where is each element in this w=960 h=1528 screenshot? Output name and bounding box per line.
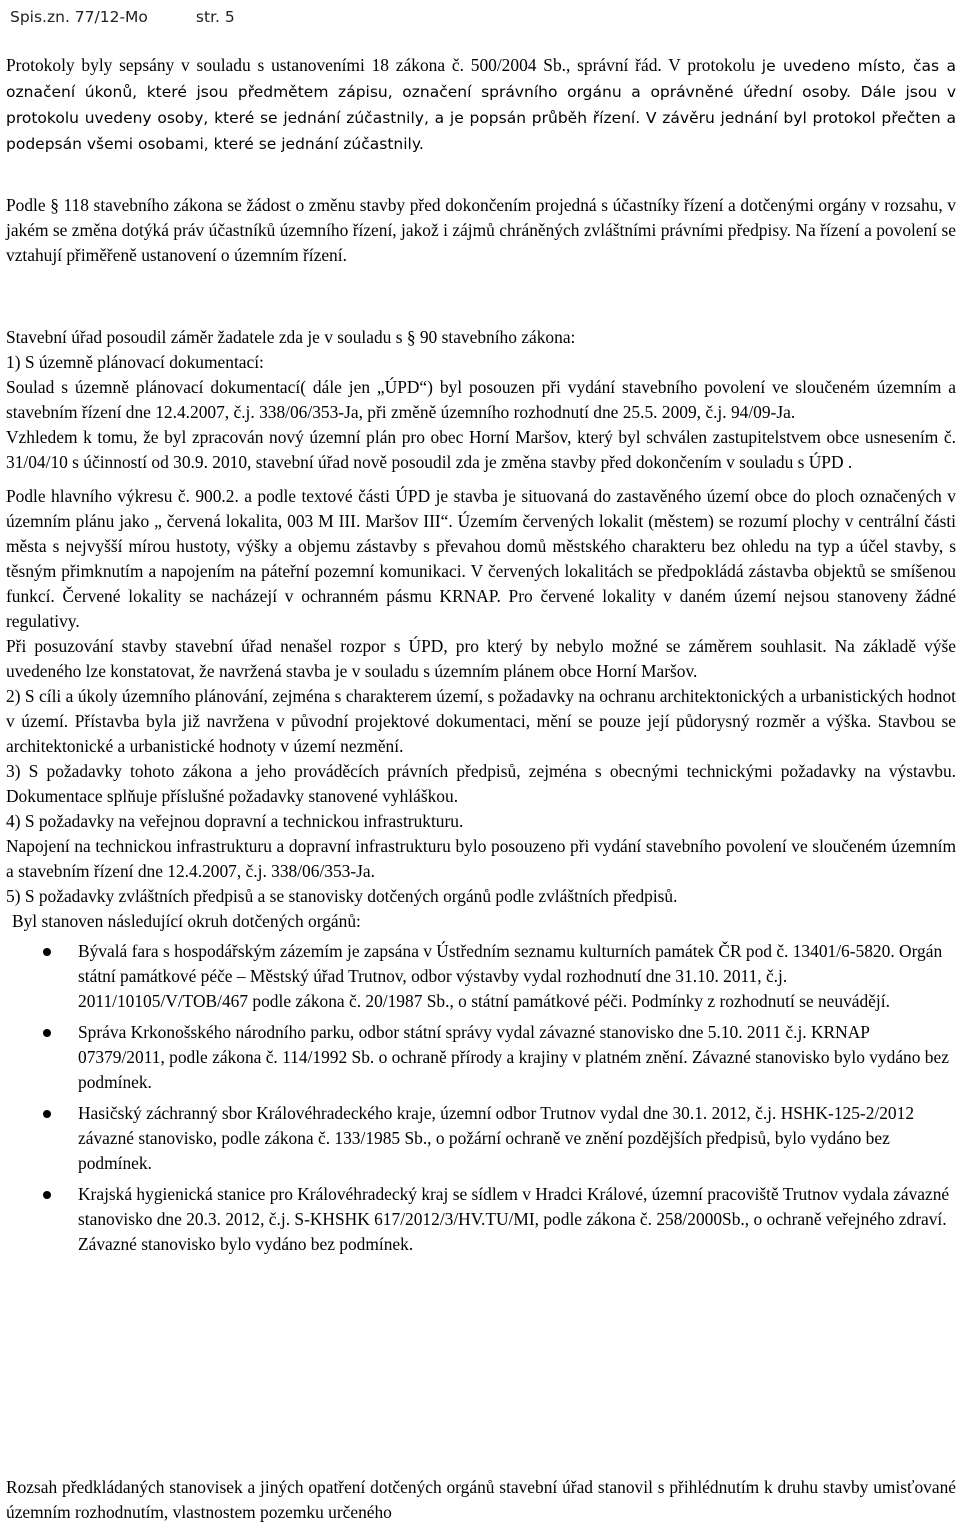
paragraph-protocols-serif: Protokoly byly sepsány v souladu s ustanoveními 18 zákona č. 500/2004 Sb., správní řád. V protokolu — [6, 55, 755, 75]
file-reference: Spis.zn. 77/12-Mo — [10, 8, 148, 26]
paragraph-scope — [6, 1475, 956, 1525]
paragraph-section-118 — [6, 193, 956, 268]
page-number: str. 5 — [195, 8, 235, 26]
list-item: Krajská hygienická stanice pro Královéhradecký kraj se sídlem v Hradci Králové, územní pracoviště Trutnov vydala závazné stanovisko dne 20.3. 2012, č.j. S-KHSHK 617/2012/3/HV.TU/MI, podle zákona č. 258/2000Sb., o ochraně veřejného zdraví. Závazné stanovisko bylo vydáno bez podmínek. — [78, 1182, 956, 1257]
list-item: Bývalá fara s hospodářským zázemím je zapsána v Ústředním seznamu kulturních památek ČR pod č. 13401/6-5820. Orgán státní památkové péče – Městský úřad Trutnov, odbor výstavby vydal rozhodnutí dne 31.10. 2011, č.j. 2011/10105/V/TOB/467 podle zákona č. 20/1987 Sb., o státní památkové péči. Podmínky z rozhodnutí se neuvádějí. — [78, 939, 956, 1014]
paragraph-section-118-text: Podle § 118 stavebního zákona se žádost o změnu stavby před dokončením projedná s účastníky řízení a dotčenými orgány v rozsahu, v jakém se změna dotýká práv účastníků územního řízení, jakož i zájmů chráněných zvláštními právními předpisy. Na řízení a povolení se vztahují přiměřeně ustanovení o územním řízení. — [6, 195, 956, 265]
authorities-intro: Byl stanoven následující okruh dotčených orgánů: — [12, 911, 361, 931]
list-item: Správa Krkonošského národního parku, odbor státní správy vydal závazné stanovisko dne 5.10. 2011 č.j. KRNAP 07379/2011, podle zákona č. 114/1992 Sb. o ochraně přírody a krajiny v platném znění. Závazné stanovisko bylo vydáno bez podmínek. — [78, 1020, 956, 1095]
point-1-heading: 1) S územně plánovací dokumentací: — [6, 352, 264, 372]
point-5-heading: 5) S požadavky zvláštních předpisů a se stanovisky dotčených orgánů podle zvláštních předpisů. — [6, 886, 678, 906]
authorities-list — [6, 939, 956, 1257]
assessment-intro: Stavební úřad posoudil záměr žadatele zda je v souladu s § 90 stavebního zákona: — [6, 327, 576, 347]
list-item: Hasičský záchranný sbor Královéhradeckého kraje, územní odbor Trutnov vydal dne 30.1. 2012, č.j. HSHK-125-2/2012 závazné stanovisko, podle zákona č. 133/1985 Sb., o požární ochraně ve znění pozdějších předpisů, bylo vydáno bez podmínek. — [78, 1101, 956, 1176]
paragraph-main-drawing: Podle hlavního výkresu č. 900.2. a podle textové části ÚPD je stavba je situovaná do zastavěného území obce do ploch označených v územním plánu jako „ červená lokalita, 003 M III. Maršov III“. Územím červených lokalit (městem) se rozumí plochy v centrální části města s nejvyšší mírou hustoty, výšky a objemu zástavby s převahou domů městského charakteru bez ohledu na typ a účel stavby, s těsným přimknutím a napojením na páteřní pozemní komunikaci. V červených lokalitách se předpokládá zástavba objektů se smíšenou funkcí. Červené lokality se nacházejí v ochranném pásmu KRNAP. Pro červené lokality v daném území nejsou stanoveny žádné regulativy. — [6, 486, 956, 631]
page-header — [10, 6, 235, 28]
paragraph-new-zoning-plan: Vzhledem k tomu, že byl zpracován nový územní plán pro obec Horní Maršov, který byl schválen zastupitelstvem obce usnesením č. 31/04/10 s účinností od 30.9. 2010, stavební úřad nově posoudil zda je změna stavby před dokončením v souladu s ÚPD . — [6, 427, 956, 472]
paragraph-protocols-sans: je uvedeno místo, čas a označení úkonů, které jsou předmětem zápisu, označení správního orgánu a oprávněné úřední osoby. Dále jsou v protokolu uvedeny osoby, které se jednání zúčastnily, a je popsán průběh řízení. V závěru jednání byl protokol přečten a podepsán všemi osobami, které se jednání zúčastnily. — [6, 57, 957, 153]
point-2-text: 2) S cíli a úkoly územního plánování, zejména s charakterem území, s požadavky na ochranu architektonických a urbanistických hodnot v území. Přístavba byla již navržena v původní projektové dokumentaci, mění se pouze její půdorysný rozměr a výška. Stavbou se architektonické a urbanistické hodnoty v území nezmění. — [6, 686, 956, 756]
point-4-heading: 4) S požadavky na veřejnou dopravní a technickou infrastrukturu. — [6, 811, 464, 831]
assessment-section — [6, 325, 956, 1263]
paragraph-upd-compliance: Soulad s územně plánovací dokumentací( dále jen „ÚPD“) byl posouzen při vydání stavebního povolení ve sloučeném územním a stavebním řízení dne 12.4.2007, č.j. 338/06/353-Ja, při změně územního rozhodnutí dne 25.5. 2009, č.j. 94/09-Ja. — [6, 377, 956, 422]
point-3-text: 3) S požadavky tohoto zákona a jeho prováděcích právních předpisů, zejména s obecnými technickými požadavky na výstavbu. Dokumentace splňuje příslušné požadavky stanovené vyhláškou. — [6, 761, 956, 806]
paragraph-protocols — [6, 53, 956, 157]
paragraph-scope-text: Rozsah předkládaných stanovisek a jiných opatření dotčených orgánů stavební úřad stanovil s přihlédnutím k druhu stavby umisťované územním rozhodnutím, vlastnostem pozemku určeného — [6, 1477, 956, 1522]
paragraph-infrastructure: Napojení na technickou infrastrukturu a dopravní infrastrukturu bylo posouzeno při vydání stavebního povolení ve sloučeném územním a stavebním řízení dne 12.4.2007, č.j. 338/06/353-Ja. — [6, 836, 956, 881]
paragraph-no-conflict: Při posuzování stavby stavební úřad nenašel rozpor s ÚPD, pro který by nebylo možné se záměrem souhlasit. Na základě výše uvedeného lze konstatovat, že navržená stavba je v souladu s územním plánem obce Horní Maršov. — [6, 636, 956, 681]
